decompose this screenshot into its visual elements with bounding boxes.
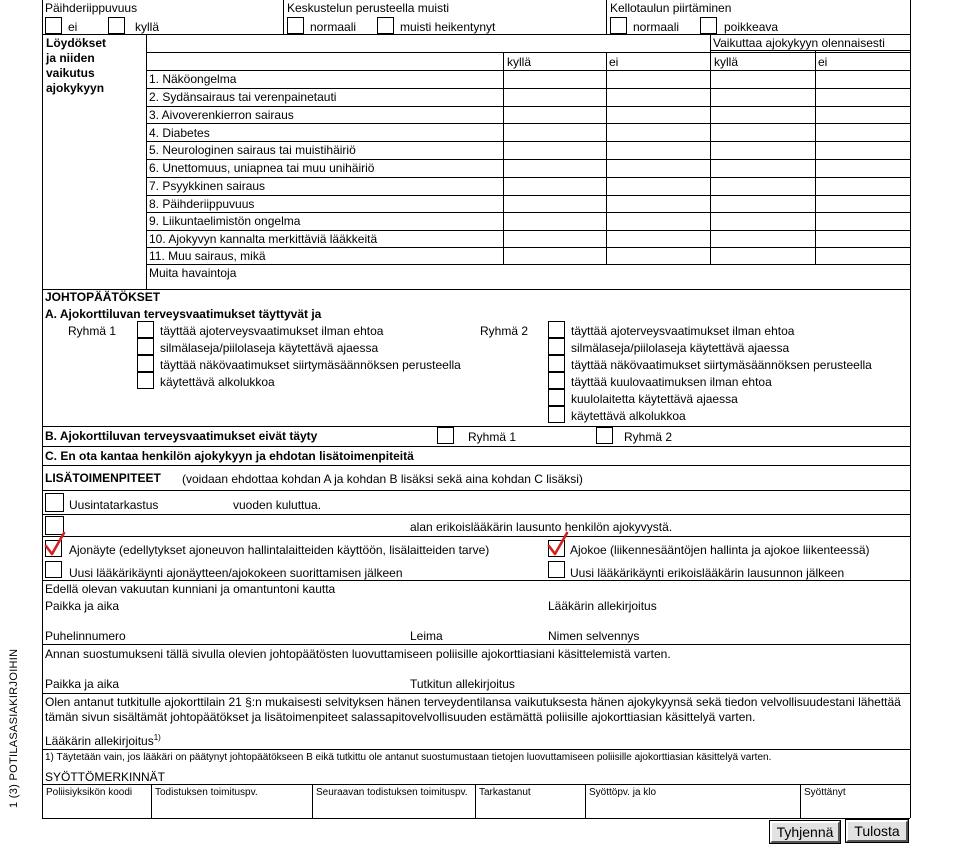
new-visit-after-specialist-checkbox[interactable] <box>548 561 565 578</box>
column-yes-1: kyllä <box>507 55 532 69</box>
clock-drawing-label: Kellotaulun piirtäminen <box>610 1 732 15</box>
clock-abnormal-checkbox[interactable] <box>700 17 717 34</box>
substance-dependence-label: Päihderiippuvuus <box>45 1 138 15</box>
memory-impaired-checkbox[interactable] <box>377 17 394 34</box>
new-visit-after-test-checkbox[interactable] <box>45 561 62 578</box>
a-g1-option-4-checkbox[interactable] <box>137 372 154 389</box>
substance-yes-checkbox[interactable] <box>108 17 125 34</box>
finding-item-11: 11. Muu sairaus, mikä <box>149 249 266 263</box>
conclusions-title: JOHTOPÄÄTÖKSET <box>45 290 161 304</box>
place-date-2-label: Paikka ja aika <box>45 677 120 691</box>
no-consent-line-1: Olen antanut tutkitulle ajokorttilain 21 §:n mukaisesti selvityksen hänen terveydentilansa vaikutuksesta hänen ajokykyynsä sekä tiedon velvollisuudestani lähettää <box>45 695 901 709</box>
findings-label-line-4: ajokykyyn <box>46 81 105 95</box>
a-g1-option-1: täyttää ajoterveysvaatimukset ilman ehtoa <box>160 324 384 338</box>
footnote-text: 1) Täytetään vain, jos lääkäri on päätynyt johtopäätökseen B eikä tutkittu ole antanut suostumustaan tietojen luovuttamiseen poliisille ajokorttiasian käsittelyä varten. <box>45 752 772 763</box>
entry-col-entry-date: Syöttöpv. ja klo <box>589 787 657 798</box>
footnote-mark: 1) <box>153 733 161 742</box>
stamp-label: Leima <box>410 629 443 643</box>
a-g2-option-4-checkbox[interactable] <box>548 372 565 389</box>
new-visit-after-specialist-label: Uusi lääkärikäynti erikoislääkärin lausunnon jälkeen <box>570 566 845 580</box>
b-group-1-checkbox[interactable] <box>437 427 454 444</box>
b-group-2-checkbox[interactable] <box>596 427 613 444</box>
section-b-title: B. Ajokorttiluvan terveysvaatimukset eivät täyty <box>45 429 318 443</box>
substance-yes-label: kyllä <box>135 20 160 34</box>
a-group-2-label: Ryhmä 2 <box>480 324 529 338</box>
clear-button[interactable]: Tyhjennä <box>770 821 840 843</box>
additional-title: LISÄTOIMENPITEET <box>45 471 161 485</box>
a-g2-option-4: täyttää kuulovaatimuksen ilman ehtoa <box>571 375 772 389</box>
doctor-signature-label: Lääkärin allekirjoitus <box>548 599 657 613</box>
specialist-label: alan erikoislääkärin lausunto henkilön ajokyvystä. <box>410 520 673 534</box>
form-right-border <box>910 0 911 818</box>
additional-note: (voidaan ehdottaa kohdan A ja kohdan B lisäksi sekä aina kohdan C lisäksi) <box>182 472 583 486</box>
finding-item-4: 4. Diabetes <box>149 126 210 140</box>
phone-label: Puhelinnumero <box>45 629 126 643</box>
clock-normal-checkbox[interactable] <box>610 17 627 34</box>
name-clarification-label: Nimen selvennys <box>548 629 640 643</box>
entry-title: SYÖTTÖMERKINNÄT <box>45 770 166 784</box>
a-g2-option-6-checkbox[interactable] <box>548 406 565 423</box>
section-c-title: C. En ota kantaa henkilön ajokykyyn ja ehdotan lisätoimenpiteitä <box>45 449 414 463</box>
memory-label: Keskustelun perusteella muisti <box>287 1 450 15</box>
a-group-1-label: Ryhmä 1 <box>68 324 117 338</box>
certify-text: Edellä olevan vakuutan kunniani ja omantuntoni kautta <box>45 582 336 596</box>
consent-text: Annan suostumukseni tällä sivulla olevien johtopäätösten luovuttamiseen poliisille ajokorttiasiani käsittelemistä varten. <box>45 647 671 661</box>
a-g2-option-2-checkbox[interactable] <box>548 338 565 355</box>
column-yes-2: kyllä <box>714 55 739 69</box>
place-date-label: Paikka ja aika <box>45 599 120 613</box>
memory-normal-label: normaali <box>310 20 357 34</box>
findings-label-line-2: ja niiden <box>46 51 95 65</box>
a-g1-option-2-checkbox[interactable] <box>137 338 154 355</box>
entry-col-police-unit: Poliisiyksikön koodi <box>46 787 133 798</box>
form-left-border <box>42 0 43 818</box>
finding-item-8: 8. Päihderiippuvuus <box>149 197 255 211</box>
a-g1-option-1-checkbox[interactable] <box>137 321 154 338</box>
checkmark-icon <box>43 531 67 557</box>
a-g2-option-6: käytettävä alkolukkoa <box>571 409 686 423</box>
memory-impaired-label: muisti heikentynyt <box>400 20 496 34</box>
section-a-title: A. Ajokorttiluvan terveysvaatimukset täyttyvät ja <box>45 307 322 321</box>
finding-item-7: 7. Psyykkinen sairaus <box>149 179 266 193</box>
clock-abnormal-label: poikkeava <box>724 20 779 34</box>
side-label: 1 (3) POTILASASIAKIRJOIHIN <box>8 648 20 808</box>
driving-exam-label: Ajokoe (liikennesääntöjen hallinta ja ajokoe liikenteessä) <box>570 543 870 557</box>
doctor-signature-2-label: Lääkärin allekirjoitus$^{1)}$ <box>45 733 161 748</box>
entry-col-entered-by: Syöttänyt <box>804 787 846 798</box>
affects-driving-header: Vaikuttaa ajokykyyn olennaisesti <box>713 36 885 50</box>
findings-label-line-1: Löydökset <box>46 36 107 50</box>
other-observations-label: Muita havaintoja <box>149 266 237 280</box>
a-g1-option-3-checkbox[interactable] <box>137 355 154 372</box>
checkmark-icon <box>546 531 570 557</box>
a-g2-option-2: silmälaseja/piilolaseja käytettävä ajaessa <box>571 341 790 355</box>
no-consent-line-2: tämän sivun sisältämät johtopäätökset ja lisätoimenpiteet salassapitovelvollisuuden estämättä poliisille ajokorttiasian käsittelyä varten. <box>45 710 756 724</box>
examinee-signature-label: Tutkitun allekirjoitus <box>410 677 515 691</box>
finding-item-9: 9. Liikuntaelimistön ongelma <box>149 214 301 228</box>
column-no-1: ei <box>609 55 619 69</box>
a-g2-option-3: täyttää näkövaatimukset siirtymäsäännöksen perusteella <box>571 358 872 372</box>
findings-label-line-3: vaikutus <box>46 66 95 80</box>
a-g2-option-5: kuulolaitetta käytettävä ajaessa <box>571 392 738 406</box>
print-button[interactable]: Tulosta <box>846 820 908 842</box>
finding-item-1: 1. Näköongelma <box>149 72 237 86</box>
recheck-checkbox[interactable] <box>45 493 64 512</box>
a-g2-option-1-checkbox[interactable] <box>548 321 565 338</box>
substance-no-checkbox[interactable] <box>45 17 62 34</box>
memory-normal-checkbox[interactable] <box>287 17 304 34</box>
b-group-2-label: Ryhmä 2 <box>624 430 673 444</box>
entry-col-cert-date: Todistuksen toimituspv. <box>155 787 258 798</box>
b-group-1-label: Ryhmä 1 <box>468 430 517 444</box>
finding-item-3: 3. Aivoverenkierron sairaus <box>149 108 294 122</box>
after-years-label: vuoden kuluttua. <box>233 498 322 512</box>
a-g1-option-4: käytettävä alkolukkoa <box>160 375 275 389</box>
clock-normal-label: normaali <box>633 20 680 34</box>
finding-item-10: 10. Ajokyvyn kannalta merkittäviä lääkkeitä <box>149 232 378 246</box>
a-g2-option-3-checkbox[interactable] <box>548 355 565 372</box>
entry-col-checked-by: Tarkastanut <box>479 787 531 798</box>
driving-test-label: Ajonäyte (edellytykset ajoneuvon hallintalaitteiden käyttöön, lisälaitteiden tarve) <box>69 543 490 557</box>
column-no-2: ei <box>818 55 828 69</box>
entry-col-next-cert-date: Seuraavan todistuksen toimituspv. <box>316 787 468 798</box>
a-g1-option-3: täyttää näkövaatimukset siirtymäsäännöksen perusteella <box>160 358 461 372</box>
substance-no-label: ei <box>68 20 78 34</box>
a-g1-option-2: silmälaseja/piilolaseja käytettävä ajaessa <box>160 341 379 355</box>
finding-item-2: 2. Sydänsairaus tai verenpainetauti <box>149 90 337 104</box>
finding-item-5: 5. Neurologinen sairaus tai muistihäiriö <box>149 143 356 157</box>
a-g2-option-5-checkbox[interactable] <box>548 389 565 406</box>
recheck-label: Uusintatarkastus <box>69 498 159 512</box>
a-g2-option-1: täyttää ajoterveysvaatimukset ilman ehtoa <box>571 324 795 338</box>
finding-item-6: 6. Unettomuus, uniapnea tai muu unihäiriö <box>149 161 375 175</box>
new-visit-after-test-label: Uusi lääkärikäynti ajonäytteen/ajokokeen suorittamisen jälkeen <box>69 566 403 580</box>
